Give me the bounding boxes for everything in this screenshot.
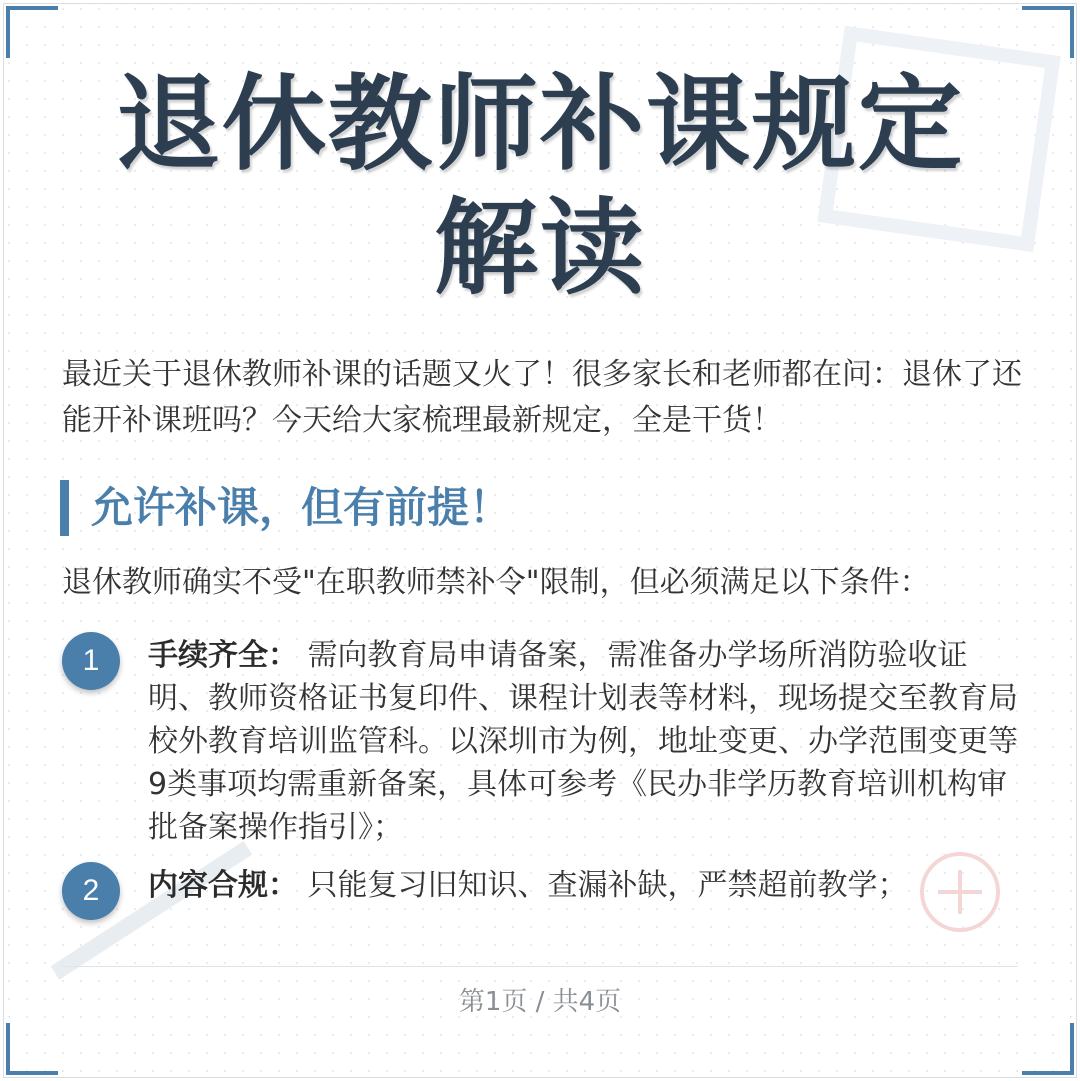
- corner-bracket-bottom-right: [1022, 1023, 1074, 1075]
- list-item-label: 手续齐全：: [148, 638, 298, 673]
- divider: [62, 966, 1018, 967]
- number-badge: 1: [62, 632, 120, 690]
- section-heading: 允许补课，但有前提！: [60, 480, 511, 536]
- list-item-label: 内容合规：: [148, 868, 298, 903]
- corner-bracket-top-right: [1022, 6, 1074, 58]
- page-indicator: 第1页 / 共4页: [458, 987, 622, 1017]
- conditions-intro: 退休教师确实不受"在职教师禁补令"限制，但必须满足以下条件：: [62, 565, 930, 600]
- list-item-body: [148, 864, 1022, 907]
- corner-bracket-top-left: [6, 6, 58, 58]
- list-item-text: 需向教育局申请备案，需准备办学场所消防验收证明、教师资格证书复印件、课程计划表等材料，现场提交至教育局校外教育培训监管科。以深圳市为例，地址变更、办学范围变更等9类事项均需重新备案，具体可参考《民办非学历教育培训机构审批备案操作指引》；: [148, 638, 1018, 845]
- list-item-body: [148, 634, 1022, 849]
- intro-paragraph: 最近关于退休教师补课的话题又火了！很多家长和老师都在问：退休了还能开补课班吗？今天给大家梳理最新规定，全是干货！: [62, 357, 1022, 438]
- number-badge: 2: [62, 862, 120, 920]
- page-title: 退休教师补课规定解读: [115, 63, 964, 309]
- list-item-text: 只能复习旧知识、查漏补缺，严禁超前教学；: [307, 868, 908, 903]
- corner-bracket-bottom-left: [6, 1023, 58, 1075]
